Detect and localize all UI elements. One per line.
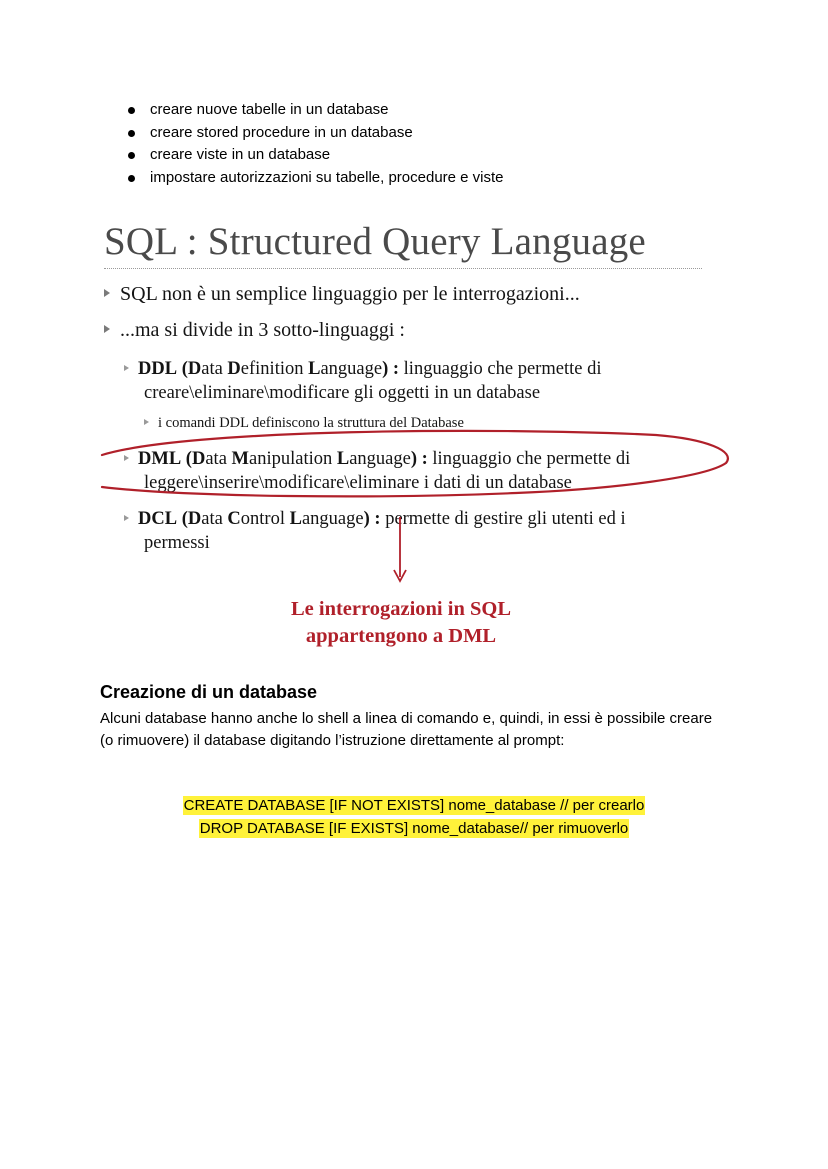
section-paragraph: Alcuni database hanno anche lo shell a linea di comando e, quindi, in essi è possibile creare (o rimuovere) il database digitando l’istruzione direttamente al prompt: [100, 710, 713, 750]
create-database-command: CREATE DATABASE [IF NOT EXISTS] nome_database // per crearlo [183, 797, 645, 814]
dml-item: DML (Data Manipulation Language) : linguaggio che permette di leggere\inserire\modificare\eliminare i dati di un database [124, 447, 630, 495]
list-item: creare viste in un database [126, 144, 504, 167]
bullet-dot-icon [128, 152, 135, 159]
bullet-dot-icon [128, 130, 135, 137]
bullet-dot-icon [128, 175, 135, 182]
drop-database-command: DROP DATABASE [IF EXISTS] nome_database// per rimuoverlo [199, 819, 629, 837]
slide-conclusion: Le interrogazioni in SQL appartengono a DML [290, 598, 511, 647]
slide-title: SQL : Structured Query Language [104, 220, 646, 263]
slide-point-1: SQL non è un semplice linguaggio per le interrogazioni... [104, 283, 580, 306]
dcl-item: DCL (Data Control Language) : permette di gestire gli utenti ed i permessi [124, 507, 626, 555]
slide-image [96, 215, 736, 655]
list-item: creare stored procedure in un database [126, 122, 504, 145]
ddl-note: i comandi DDL definiscono la struttura del Database [144, 415, 464, 432]
list-item: impostare autorizzazioni su tabelle, procedure e viste [126, 167, 504, 190]
section-heading: Creazione di un database [100, 682, 318, 702]
dml-circle-annotation [102, 431, 728, 497]
list-item: creare nuove tabelle in un database [126, 99, 504, 122]
sql-commands [100, 795, 728, 840]
annotation-overlay [96, 215, 736, 655]
ddl-item: DDL (Data Definition Language) : linguaggio che permette di creare\eliminare\modificare gli oggetti in un database [124, 357, 601, 405]
bullet-dot-icon [128, 107, 135, 114]
ddl-capabilities-list [126, 99, 504, 189]
slide-point-2: ...ma si divide in 3 sotto-linguaggi : [104, 319, 405, 342]
